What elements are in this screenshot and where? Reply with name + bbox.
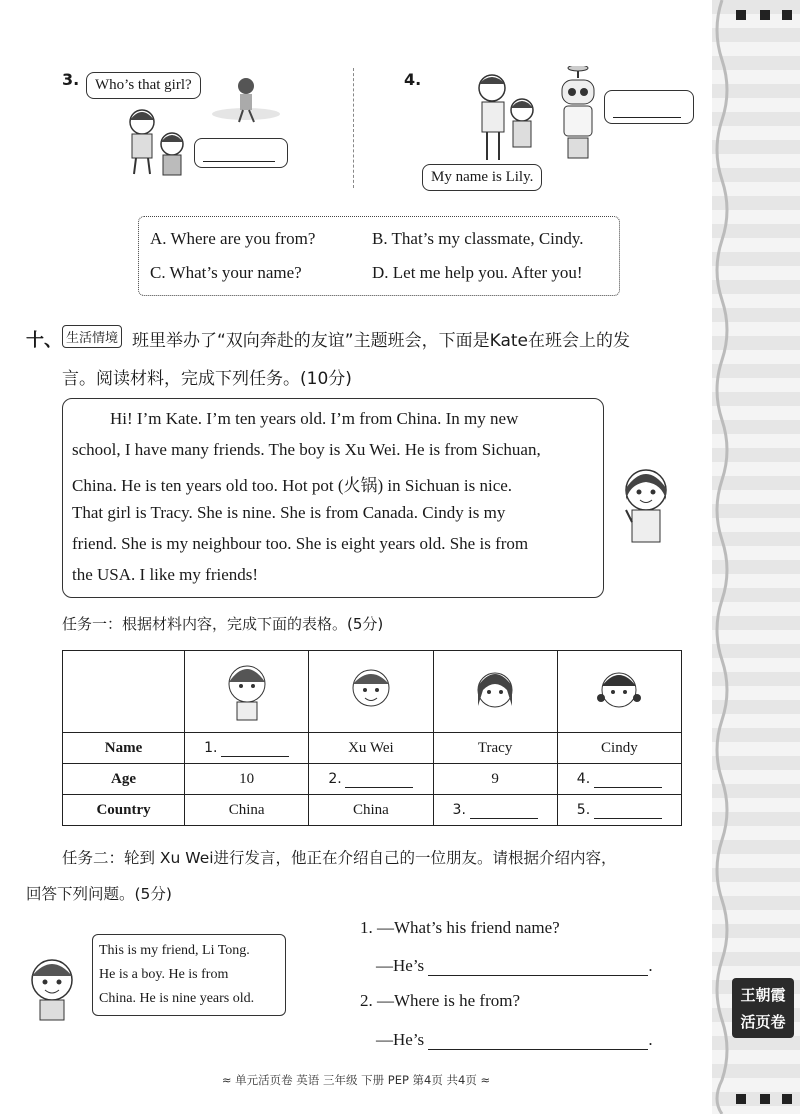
binding-strip: [712, 0, 800, 1114]
row-header-age: Age: [63, 764, 185, 795]
kate-face-icon: [217, 656, 277, 722]
stamp-line-1: 王朝霞: [740, 986, 786, 1004]
table-row: [63, 733, 682, 764]
bubble-line-2: He is a boy. He is from: [99, 967, 229, 982]
answer-1-period: .: [648, 956, 653, 975]
q3-answer-line[interactable]: [203, 143, 275, 162]
option-c: C. What’s your name?: [150, 263, 302, 282]
answer-2-period: .: [648, 1030, 653, 1049]
wavy-edge: [712, 0, 800, 1114]
cindy-face-icon: [589, 656, 649, 722]
task2-answer-1: [376, 956, 653, 976]
option-d: D. Let me help you. After you!: [372, 263, 583, 282]
task2-title-line1: 任务二：轮到 Xu Wei进行发言，他正在介绍自己的一位朋友。请根据介绍内容，: [62, 849, 617, 867]
table-corner-cell: [63, 651, 185, 733]
passage-line-3: China. He is ten years old too. Hot pot (火锅) in Sichuan is nice.: [72, 476, 513, 495]
q3-number: 3.: [62, 70, 80, 89]
q3-children-illustration: [116, 76, 286, 186]
q4-answer-bubble: [604, 90, 694, 124]
task2-title-line2: 回答下列问题。(5分): [26, 885, 172, 903]
table-row: [63, 764, 682, 795]
option-a: A. Where are you from?: [150, 229, 316, 248]
answer-2-line[interactable]: [428, 1031, 648, 1050]
task2-question-2: 2. —Where is he from?: [360, 991, 521, 1010]
section-instruction-line2: 言。阅读材料，完成下列任务。(10分): [62, 369, 352, 389]
country-cell-4[interactable]: [557, 795, 681, 826]
options-box: [138, 216, 620, 296]
name-cell-4: Cindy: [557, 733, 681, 764]
blank-number: 3.: [452, 801, 466, 818]
friends-table: [62, 650, 682, 826]
q3-answer-bubble: [194, 138, 288, 168]
task2-answer-2: [376, 1030, 653, 1050]
task2-speech-bubble: [92, 934, 286, 1016]
xu-wei-face-icon: [341, 656, 401, 722]
option-b: B. That’s my classmate, Cindy.: [372, 229, 584, 248]
section-number: 十、: [26, 330, 62, 351]
blank-number: 5.: [576, 801, 591, 818]
table-cell: [557, 651, 681, 733]
table-row: [63, 795, 682, 826]
name-cell-3: Tracy: [433, 733, 557, 764]
q4-number: 4.: [404, 70, 422, 89]
age-cell-2[interactable]: [309, 764, 433, 795]
stamp-line-2: 活页卷: [740, 1013, 786, 1031]
age-cell-4[interactable]: [557, 764, 681, 795]
bubble-line-1: This is my friend, Li Tong.: [99, 943, 250, 958]
q4-children-robot-illustration: [468, 66, 608, 166]
answer-line[interactable]: [221, 742, 289, 757]
name-cell-2: Xu Wei: [309, 733, 433, 764]
country-cell-3[interactable]: [433, 795, 557, 826]
tracy-face-icon: [465, 656, 525, 722]
country-cell-2: China: [309, 795, 433, 826]
answer-line[interactable]: [594, 804, 662, 819]
table-row: [63, 651, 682, 733]
kate-illustration: [612, 460, 682, 550]
country-cell-1: China: [185, 795, 309, 826]
task1-title: 任务一：根据材料内容，完成下面的表格。(5分): [62, 615, 384, 633]
table-cell: [185, 651, 309, 733]
page-footer: ≈ 单元活页卷 英语 三年级 下册 PEP 第4页 共4页 ≈: [221, 1073, 491, 1087]
bubble-line-3: China. He is nine years old.: [99, 991, 255, 1006]
brand-stamp: [732, 978, 794, 1038]
section-instruction-line1: 班里举办了“双向奔赴的友谊”主题班会，下面是Kate在班会上的发: [132, 331, 631, 351]
table-cell: [433, 651, 557, 733]
table-cell: [309, 651, 433, 733]
q4-answer-line[interactable]: [613, 95, 681, 118]
row-header-name: Name: [63, 733, 185, 764]
xu-wei-illustration: [24, 952, 84, 1022]
q3-q4-divider: [353, 68, 354, 188]
passage-line-1: Hi! I’m Kate. I’m ten years old. I’m from China. In my new: [110, 409, 519, 428]
blank-number: 1.: [204, 739, 218, 756]
answer-2-prefix: —He’s: [376, 1030, 425, 1049]
q4-speech-bubble: My name is Lily.: [422, 164, 542, 191]
answer-1-line[interactable]: [428, 957, 648, 976]
passage-line-2: school, I have many friends. The boy is Xu Wei. He is from Sichuan,: [72, 440, 541, 459]
q3-speech-bubble: Who’s that girl?: [86, 72, 201, 99]
answer-line[interactable]: [345, 773, 413, 788]
passage-line-5: friend. She is my neighbour too. She is eight years old. She is from: [72, 534, 529, 553]
section-tag: 生活情境: [62, 325, 122, 348]
blank-number: 4.: [576, 770, 591, 787]
name-cell-1[interactable]: [185, 733, 309, 764]
answer-line[interactable]: [470, 804, 538, 819]
blank-number: 2.: [328, 770, 342, 787]
task2-question-1: 1. —What’s his friend name?: [360, 918, 560, 937]
passage-line-6: the USA. I like my friends!: [72, 565, 259, 584]
passage-line-4: That girl is Tracy. She is nine. She is from Canada. Cindy is my: [72, 503, 506, 522]
answer-line[interactable]: [594, 773, 662, 788]
age-cell-3: 9: [433, 764, 557, 795]
answer-1-prefix: —He’s: [376, 956, 425, 975]
age-cell-1: 10: [185, 764, 309, 795]
row-header-country: Country: [63, 795, 185, 826]
